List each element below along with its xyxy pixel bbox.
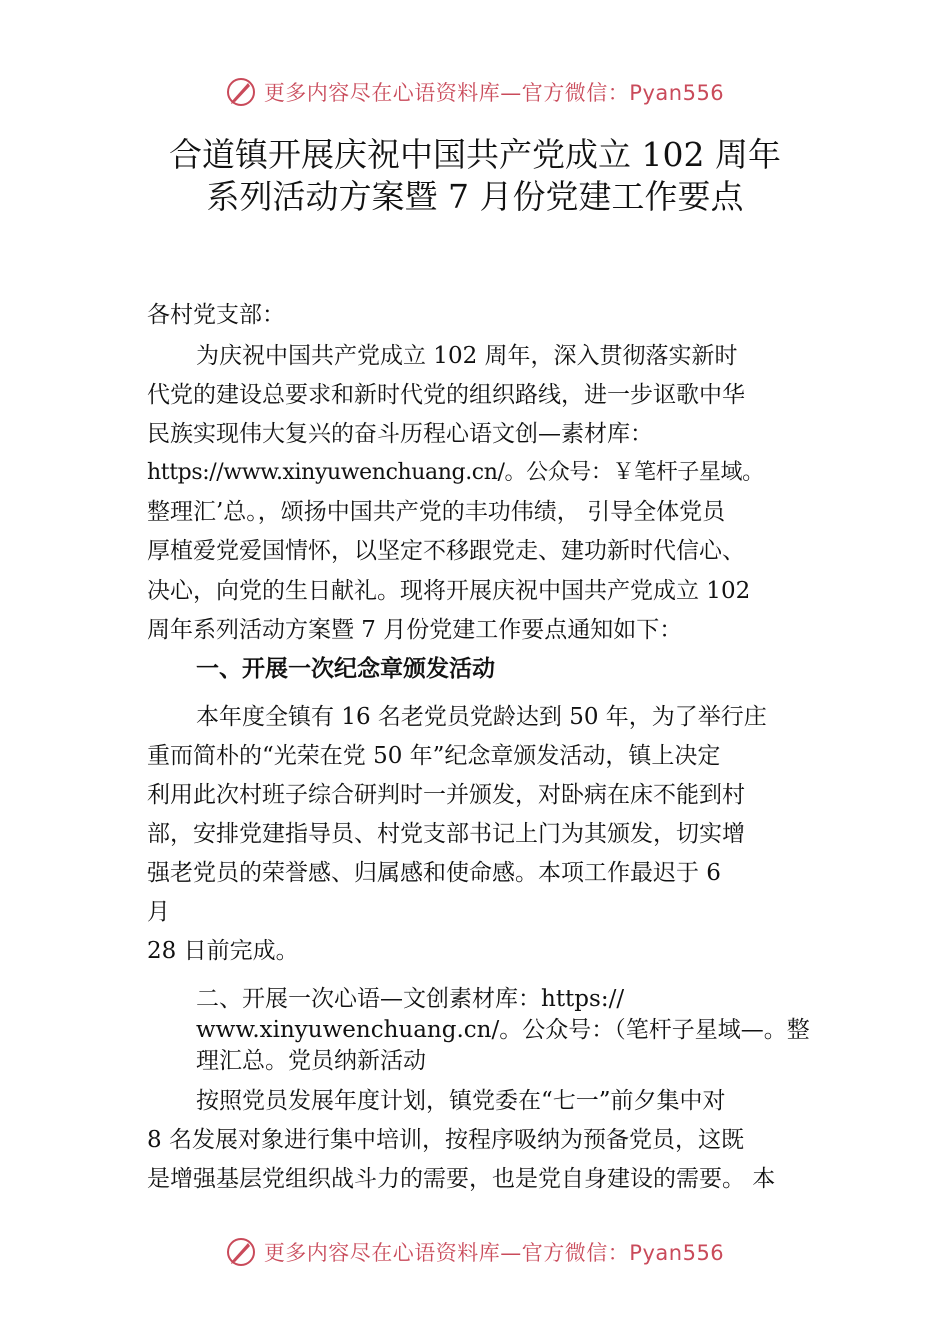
- section-heading-1: 一、开展一次纪念章颁发活动: [196, 656, 495, 682]
- paragraph-line: 本年度全镇有 16 名老党员党龄达到 50 年，为了举行庄: [196, 704, 767, 730]
- paragraph-line: 月: [147, 899, 170, 925]
- paragraph-line: 代党的建设总要求和新时代党的组织路线，进一步讴歌中华: [147, 382, 745, 408]
- watermark-banner-bottom: [0, 1232, 950, 1272]
- paragraph-line: 部，安排党建指导员、村党支部书记上门为其颁发，切实增: [147, 821, 745, 847]
- paragraph-line: 利用此次村班子综合研判时一并颁发，对卧病在床不能到村: [147, 782, 745, 808]
- paragraph-line: 按照党员发展年度计划，镇党委在“七一”前夕集中对: [196, 1088, 726, 1114]
- salutation: 各村党支部：: [147, 302, 285, 328]
- document-title-line-1: 合道镇开展庆祝中国共产党成立 102 周年: [169, 135, 781, 174]
- section-heading-2-cont: 理汇总。党员纳新活动: [196, 1048, 426, 1074]
- paragraph-line: 强老党员的荣誉感、归属感和使命感。本项工作最迟于 6: [147, 860, 721, 886]
- paragraph-line: 民族实现伟大复兴的奋斗历程心语文创—素材库：: [147, 421, 653, 447]
- paragraph-line: 重而简朴的“光荣在党 50 年”纪念章颁发活动，镇上决定: [147, 743, 721, 769]
- section-heading-2-cont: www.xinyuwenchuang.cn/。公众号：（笔杆子星域—。整: [196, 1017, 810, 1043]
- paragraph-line: 周年系列活动方案暨 7 月份党建工作要点通知如下：: [147, 617, 683, 643]
- quill-logo-icon: [226, 1237, 256, 1267]
- quill-logo-icon: [226, 77, 256, 107]
- watermark-text: 更多内容尽在心语资料库—官方微信：Pyan556: [263, 81, 725, 105]
- paragraph-line: 厚植爱党爱国情怀，以坚定不移跟党走、建功新时代信心、: [147, 538, 745, 564]
- watermark-text: 更多内容尽在心语资料库—官方微信：Pyan556: [263, 1241, 725, 1265]
- paragraph-line: https://www.xinyuwenchuang.cn/。公众号：￥笔杆子星域。: [147, 460, 764, 485]
- paragraph-line: 整理汇’总。，颂扬中国共产党的丰功伟绩， 引导全体党员: [147, 499, 726, 525]
- paragraph-line: 为庆祝中国共产党成立 102 周年，深入贯彻落实新时: [196, 343, 738, 369]
- paragraph-line: 28 日前完成。: [147, 938, 299, 964]
- paragraph-line: 决心，向党的生日献礼。现将开展庆祝中国共产党成立 102: [147, 578, 751, 604]
- section-heading-2: 二、开展一次心语—文创素材库：https://: [196, 986, 625, 1012]
- paragraph-line: 8 名发展对象进行集中培训，按程序吸纳为预备党员，这既: [147, 1127, 744, 1153]
- document-title-line-2: 系列活动方案暨 7 月份党建工作要点: [206, 177, 744, 216]
- watermark-banner-top: [0, 72, 950, 112]
- paragraph-line: 是增强基层党组织战斗力的需要，也是党自身建设的需要。 本: [147, 1166, 776, 1192]
